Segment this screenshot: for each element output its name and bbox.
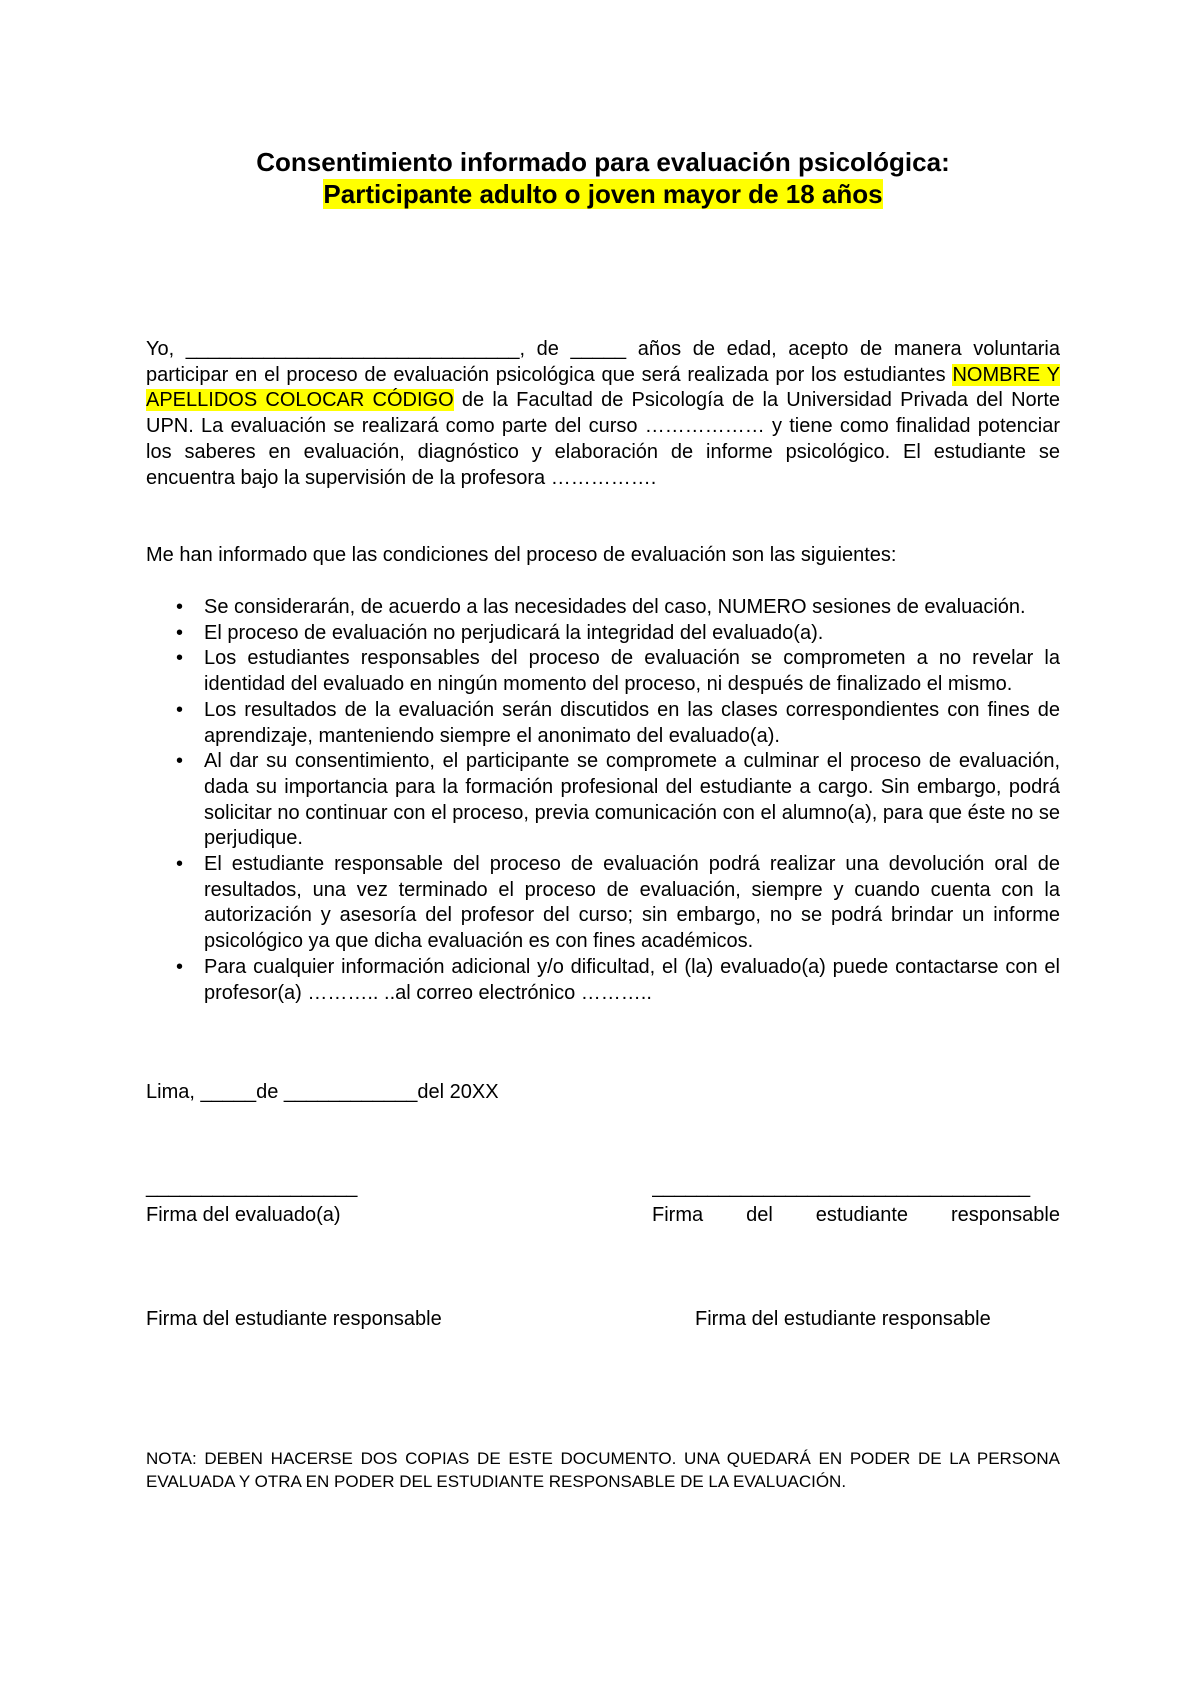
consent-paragraph <box>146 337 1060 491</box>
signature-line-student: __________________________________ <box>652 1176 1031 1198</box>
condition-text: Para cualquier información adicional y/o dificultad, el (la) evaluado(a) puede contactarse con el profesor(a) ……….. ..al correo electrónico ……….. <box>204 955 1060 1004</box>
signature-label-evaluated: Firma del evaluado(a) <box>146 1204 341 1226</box>
bullet-icon: • <box>176 647 184 670</box>
copies-note: NOTA: DEBEN HACERSE DOS COPIAS DE ESTE DOCUMENTO. UNA QUEDARÁ EN PODER DE LA PERSONA EVALUADA Y OTRA EN PODER DEL ESTUDIANTE RESPONSABLE DE LA EVALUACIÓN. <box>146 1449 1060 1491</box>
list-item <box>146 595 1060 621</box>
list-item <box>146 646 1060 697</box>
consent-paragraph-part-2: de la Facultad de Psicología de la Universidad Privada del Norte UPN. La evaluación se realizará como parte del curso ……………… y tiene como finalidad potenciar los saberes en evaluación, diagnóstico y elaboración de informe psicológico. El estudiante se encuentra bajo la supervisión de la profesora ……………. <box>146 389 1060 489</box>
date-line: Lima, _____de ____________del 20XX <box>146 1081 499 1103</box>
condition-text: El estudiante responsable del proceso de evaluación podrá realizar una devolución oral de resultados, una vez terminado el proceso de evaluación, siempre y cuando cuenta con la autorización y asesoría del profesor del curso; sin embargo, no se podrá brindar un informe psicológico ya que dicha evaluación es con fines académicos. <box>204 853 1060 953</box>
conditions-list <box>146 595 1060 1006</box>
list-item <box>146 698 1060 749</box>
student-names-placeholder: NOMBRE Y APELLIDOS COLOCAR CÓDIGO <box>146 363 1060 412</box>
conditions-intro: Me han informado que las condiciones del proceso de evaluación son las siguientes: <box>146 544 897 566</box>
document-title <box>146 146 1060 210</box>
condition-text: Al dar su consentimiento, el participante se compromete a culminar el proceso de evaluación, dada su importancia para la formación profesional del estudiante a cargo. Sin embargo, podrá solicitar no continuar con el proceso, previa comunicación con el alumno(a), para que éste no se perjudique. <box>204 750 1060 850</box>
title-line-1: Consentimiento informado para evaluación psicológica: <box>256 147 950 177</box>
bullet-icon: • <box>176 853 184 876</box>
condition-text: El proceso de evaluación no perjudicará la integridad del evaluado(a). <box>204 621 824 644</box>
list-item <box>146 955 1060 1006</box>
bullet-icon: • <box>176 955 184 978</box>
signature-line-evaluated: ___________________ <box>146 1176 358 1198</box>
condition-text: Se considerarán, de acuerdo a las necesidades del caso, NUMERO sesiones de evaluación. <box>204 596 1026 618</box>
bullet-icon: • <box>176 750 184 773</box>
bullet-icon: • <box>176 596 184 618</box>
condition-text: Los estudiantes responsables del proceso de evaluación se comprometen a no revelar la identidad del evaluado en ningún momento del proceso, ni después de finalizado el mismo. <box>204 647 1060 696</box>
signature-label-student: Firma del estudiante responsable <box>652 1204 1060 1226</box>
list-item <box>146 852 1060 955</box>
condition-text: Los resultados de la evaluación serán discutidos en las clases correspondientes con fines de aprendizaje, manteniendo siempre el anonimato del evaluado(a). <box>204 698 1060 747</box>
signature-label-student-2: Firma del estudiante responsable <box>146 1308 442 1330</box>
bullet-icon: • <box>176 698 184 721</box>
title-line-2: Participante adulto o joven mayor de 18 años <box>323 179 883 209</box>
list-item <box>146 621 1060 647</box>
bullet-icon: • <box>176 621 184 644</box>
signature-label-student-3: Firma del estudiante responsable <box>695 1308 991 1330</box>
list-item <box>146 749 1060 852</box>
consent-paragraph-part-1: Yo, ______________________________, de _____ años de edad, acepto de manera voluntaria participar en el proceso de evaluación psicológica que será realizada por los estudiantes <box>146 338 1060 386</box>
